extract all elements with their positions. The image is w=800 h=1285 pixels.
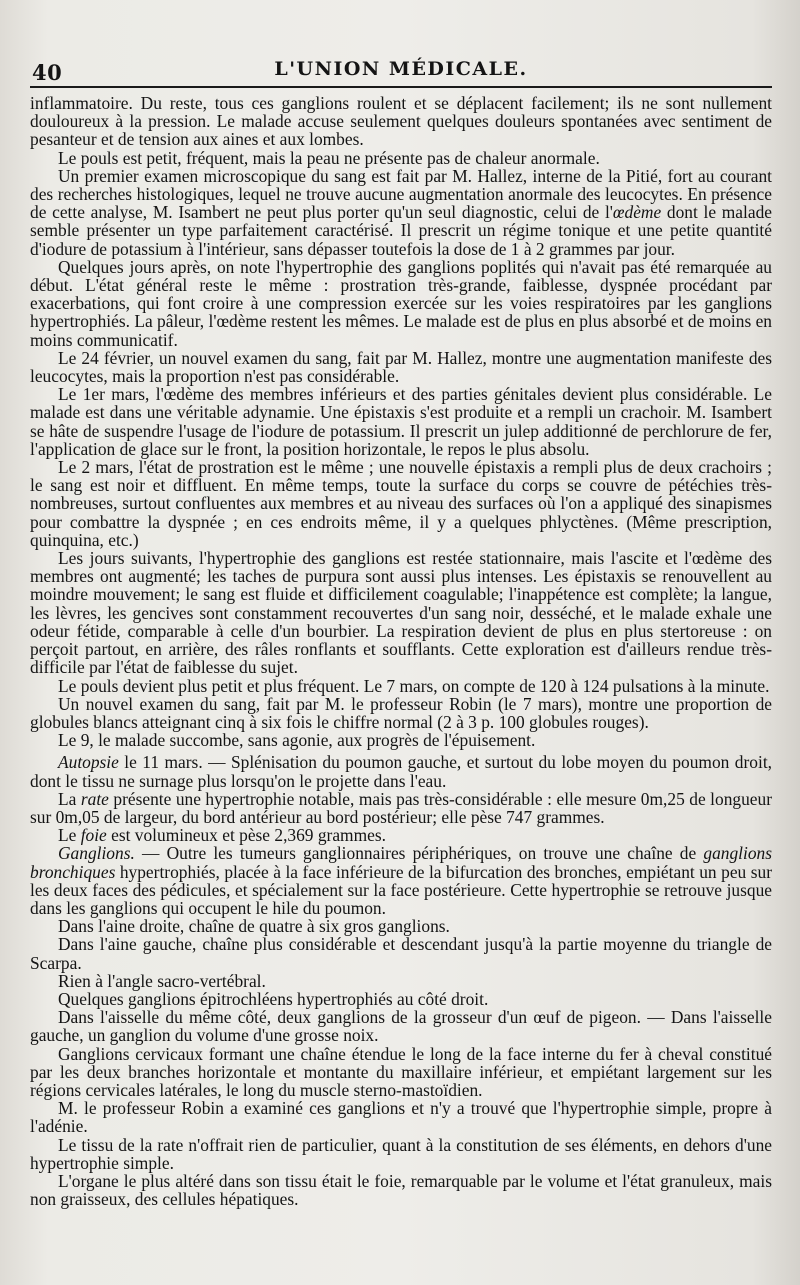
italic-text: ganglions bronchiques (30, 843, 772, 882)
paragraph (30, 731, 772, 749)
paragraph-text: Rien à l'angle sacro-vertébral. (58, 970, 266, 991)
italic-text: Autopsie (58, 752, 119, 773)
paragraph-text: M. le professeur Robin a examiné ces ganglions et n'y a trouvé que l'hypertrophie simple, propre à l'adénie. (30, 1098, 772, 1137)
paragraph (30, 549, 772, 676)
paragraph (30, 385, 772, 458)
paragraph-text: Quelques jours après, on note l'hypertrophie des ganglions poplités qui n'avait pas été remarquée au début. L'état général reste le même : prostration très-grande, faiblesse, dyspnée procédant par exacerbations, qui font croire à une compression exercée sur les voies respiratoires par les ganglions hypertrophiés. La pâleur, l'œdème restent les mêmes. Le malade est de plus en plus absorbé et de moins en moins communicatif. (30, 256, 772, 350)
paragraph-text: Dans l'aisselle du même côté, deux ganglions de la grosseur d'un œuf de pigeon. — Dans l'aisselle gauche, un ganglion du volume d'une grosse noix. (30, 1007, 772, 1046)
paragraph (30, 349, 772, 385)
paragraph-text: Le 1er mars, l'œdème des membres inférieurs et des parties génitales devient plus considérable. Le malade est dans une véritable adynamie. Une épistaxis s'est produite et a rempli un crachoir. M. Isambert se hâte de suspendre l'usage de l'iodure de potassium. Il prescrit un julep additionné de perchlorure de fer, l'application de glace sur le front, la position horizontale, le repos le plus absolu. (30, 384, 772, 459)
paragraph-text: Un nouvel examen du sang, fait par M. le professeur Robin (le 7 mars), montre une proportion de globules blancs atteignant cinq à six fois le chiffre normal (2 à 3 p. 100 globules rouges). (30, 693, 772, 732)
paragraph (30, 844, 772, 917)
paragraph (30, 1136, 772, 1172)
paragraph-text: dont le malade semble présenter un type parfaitement caractérisé. Il prescrit un régime tonique et une petite quantité d'iodure de potassium à l'intérieur, sans dépasser toutefois la dose de 1 à 2 grammes par jour. (30, 202, 772, 259)
paragraph-text: présente une hypertrophie notable, mais pas très-considérable : elle mesure 0m,25 de longueur sur 0m,05 de largeur, du bord antérieur au bord postérieur; elle pèse 747 grammes. (30, 788, 772, 827)
paragraph (30, 917, 772, 935)
paragraph-text: Le (58, 825, 81, 846)
paragraph (30, 990, 772, 1008)
paragraph (30, 458, 772, 549)
paragraph (30, 677, 772, 695)
paragraph-text: hypertrophiés, placée à la face inférieure de la bifurcation des bronches, empiétant un peu sur les deux faces des pédicules, et spécialement sur la face postérieure. Cette hypertrophie se retrouve jusque dans les ganglions qui occupent le hile du poumon. (30, 861, 772, 918)
paragraph (30, 258, 772, 349)
paragraph (30, 1045, 772, 1100)
paragraph (30, 1008, 772, 1044)
paragraph (30, 753, 772, 789)
paragraph (30, 149, 772, 167)
paragraph (30, 695, 772, 731)
paragraph-text: Le 24 février, un nouvel examen du sang, fait par M. Hallez, montre une augmentation manifeste des leucocytes, mais la proportion n'est pas considérable. (30, 347, 772, 387)
paragraph-text: Dans l'aine gauche, chaîne plus considérable et descendant jusqu'à la partie moyenne du triangle de Scarpa. (30, 934, 772, 973)
paragraph-text: le 11 mars. — Splénisation du poumon gauche, et surtout du lobe moyen du poumon droit, dont le tissu ne surnage plus lorsqu'on le projette dans l'eau. (30, 752, 772, 791)
paragraph-text: Le pouls devient plus petit et plus fréquent. Le 7 mars, on compte de 120 à 124 pulsations à la minute. (58, 675, 770, 696)
paragraph-text: inflammatoire. Du reste, tous ces ganglions roulent et se déplacent facilement; ils ne sont nullement douloureux à la pression. Le malade accuse seulement quelques douleurs spontanées avec sentiment de pesanteur et de tension aux aines et aux lombes. (30, 93, 772, 150)
paragraph-text: Dans l'aine droite, chaîne de quatre à six gros ganglions. (58, 916, 450, 937)
italic-text: Ganglions. (58, 843, 135, 864)
paragraph-text: est volumineux et pèse 2,369 grammes. (106, 825, 386, 846)
journal-title: L'UNION MÉDICALE. (274, 58, 528, 80)
paragraph-text: Un premier examen microscopique du sang est fait par M. Hallez, interne de la Pitié, fort au courant des recherches histologiques, lequel ne trouve aucune augmentation anormale des leucocytes. En présence de cette analyse, M. Isambert ne peut plus porter qu'un seul diagnostic, celui de l' (30, 165, 772, 223)
paragraph-text: Ganglions cervicaux formant une chaîne étendue le long de la face interne du fer à cheval constitué par les deux branches horizontale et montante du maxillaire inférieur, et empiétant largement sur les régions cervicales latérales, le long du muscle sterno-mastoïdien. (30, 1043, 772, 1100)
paragraph-text: — Outre les tumeurs ganglionnaires périphériques, on trouve une chaîne de (134, 843, 704, 864)
paragraph (30, 1172, 772, 1208)
paragraph-text: Le 2 mars, l'état de prostration est le même ; une nouvelle épistaxis a rempli plus de deux crachoirs ; le sang est noir et diffluent. En même temps, toute la surface du corps se couvre de pétéchies très-nombreuses, surtout confluentes aux membres et au niveau des surfaces où l'on a appliqué des sinapismes pour combattre la dyspnée ; en ces endroits même, il y a quelques phlyctènes. (Même prescription, quinquina, etc.) (30, 457, 772, 550)
paragraph (30, 94, 772, 149)
header-rule (30, 86, 772, 88)
body-text (30, 94, 772, 1208)
page-number: 40 (32, 60, 63, 85)
paragraph-text: Les jours suivants, l'hypertrophie des ganglions est restée stationnaire, mais l'ascite et l'œdème des membres ont augmenté; les taches de purpura sont aussi plus intenses. Les épistaxis se renouvellent au moindre mouvement; le sang est fluide et difficilement coagulable; l'inappétence est complète; la langue, les lèvres, les gencives sont constamment recouvertes d'un sang noir, desséché, et le malade exhale une odeur fétide, comparable à celle d'un bourbier. La respiration devient de plus en plus stertoreuse : on perçoit partout, en arrière, des râles ronflants et soufflants. Cette exploration est d'ailleurs rendue très-difficile par l'état de faiblesse du sujet. (30, 548, 772, 678)
paragraph-text: Le 9, le malade succombe, sans agonie, aux progrès de l'épuisement. (58, 730, 536, 751)
italic-text: rate (80, 788, 109, 809)
paragraph (30, 790, 772, 826)
paragraph-text: La (58, 788, 81, 809)
paragraph-text: Le tissu de la rate n'offrait rien de particulier, quant à la constitution de ses éléments, en dehors d'une hypertrophie simple. (30, 1134, 772, 1173)
paragraph-text: Le pouls est petit, fréquent, mais la peau ne présente pas de chaleur anormale. (58, 147, 600, 168)
paragraph-text: Quelques ganglions épitrochléens hypertrophiés au côté droit. (58, 988, 489, 1009)
paragraph (30, 972, 772, 990)
paragraph (30, 826, 772, 844)
italic-text: foie (80, 825, 107, 846)
page-header (30, 52, 772, 86)
italic-text: œdème (612, 202, 662, 223)
paragraph-text: L'organe le plus altéré dans son tissu était le foie, remarquable par le volume et l'état granuleux, mais non graisseux, des cellules hépatiques. (30, 1170, 772, 1210)
paragraph (30, 1099, 772, 1135)
paragraph (30, 935, 772, 971)
paragraph (30, 167, 772, 258)
